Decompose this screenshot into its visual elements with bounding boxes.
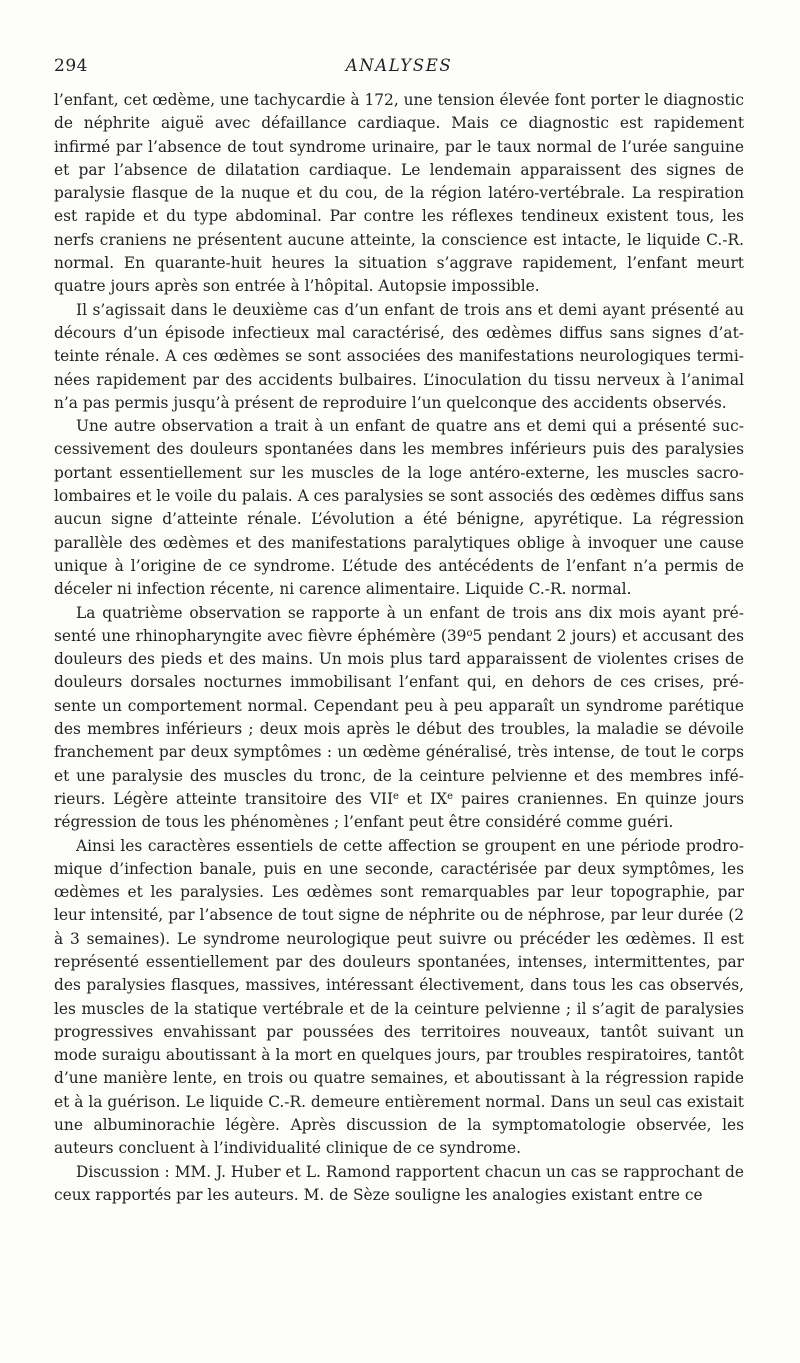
paragraph-4-text-2: 5 pendant 2 jours) et accusant des douleurs des pieds et des mains. Un mois plus tard apparaissent de violentes crises de douleurs dorsales nocturnes immobilisant l’enfant qui, en dehors de ces crises, présente un comportement normal. Cependant peu à peu apparaît un syndrome parétique des membres inférieurs ; deux mois après le début des troubles, la maladie se dévoile franchement par deux symptômes : un œdème généralisé, très intense, de tout le corps et une paralysie des muscles du tronc, de la ceinture pelvienne et des membres inférieurs. Légère atteinte transitoire des VII — [54, 626, 744, 808]
paragraph-2: Il s’agissait dans le deuxième cas d’un enfant de trois ans et demi ayant présenté au décours d’un épisode infectieux mal caractérisé, des œdèmes diffus sans signes d’atteinte rénale. A ces œdèmes se sont associées des manifestations neurologiques terminées rapidement par des accidents bulbaires. L’inoculation du tissu nerveux à l’animal n’a pas permis jusqu’à présent de reproduire l’un quelconque des accidents observés. — [54, 300, 744, 412]
degree-superscript: o — [466, 627, 473, 639]
paragraph-4-text-4: paires craniennes. En quinze jours régression de tous les phénomènes ; l’enfant peut être considéré comme guéri. — [54, 789, 744, 832]
paragraph-5: Ainsi les caractères essentiels de cette affection se groupent en une période prodromique d’infection banale, puis en une seconde, caractérisée par deux symptômes, les œdèmes et les paralysies. Les œdèmes sont remarquables par leur topographie, par leur intensité, par l’absence de tout signe de néphrite ou de néphrose, par leur durée (2 à 3 semaines). Le syndrome neurologique peut suivre ou précéder les œdèmes. Il est représenté essentiellement par des douleurs spontanées, intenses, intermittentes, par des paralysies flasques, massives, intéressant électivement, dans tous les cas observés, les muscles de la statique vertébrale et de la ceinture pelvienne ; il s’agit de paralysies progressives envahissant par poussées des territoires nouveaux, tantôt suivant un mode suraigu aboutissant à la mort en quelques jours, par troubles respiratoires, tantôt d’une manière lente, en trois ou quatre semaines, et aboutissant à la régression rapide et à la guérison. Le liquide C.-R. demeure entièrement normal. Dans un seul cas existait une albuminorachie légère. Après discussion de la symptomatologie observée, les auteurs concluent à l’individualité clinique de ce syndrome. — [54, 836, 744, 1158]
page-number: 294 — [54, 56, 88, 76]
running-title: ANALYSES — [345, 56, 453, 75]
article-body — [54, 89, 744, 1207]
paragraph-3: Une autre observation a trait à un enfant de quatre ans et demi qui a présenté successivement des douleurs spontanées dans les membres inférieurs puis des paralysies portant essentiellement sur les muscles de la loge antéro-externe, les muscles sacrolombaires et le voile du palais. A ces paralysies se sont associés des œdèmes diffus sans aucun signe d’atteinte rénale. L’évolution a été bénigne, apyrétique. La régression parallèle des œdèmes et des manifestations paralytiques oblige à invoquer une cause unique à l’origine de ce syndrome. L’étude des antécédents de l’enfant n’a permis de déceler ni infection récente, ni carence alimentaire. Liquide C.-R. normal. — [54, 417, 744, 599]
paragraph-4-text-3: et IX — [398, 789, 448, 808]
page-header — [54, 56, 744, 80]
paragraph-6-discussion: Discussion : MM. J. Huber et L. Ramond rapportent chacun un cas se rapprochant de ceux rapportés par les auteurs. M. de Sèze souligne les analogies existant entre ce — [54, 1162, 744, 1204]
paragraph-4 — [54, 602, 744, 835]
ordinal-superscript-vii: e — [393, 790, 399, 802]
paragraph-4-text-1: La quatrième observation se rapporte à un enfant de trois ans dix mois ayant présenté une rhinopharyngite avec fièvre éphémère (39 — [54, 603, 744, 645]
ordinal-superscript-ix: e — [447, 790, 454, 802]
paragraph-1: l’enfant, cet œdème, une tachycardie à 172, une tension élevée font porter le diagnostic de néphrite aiguë avec défaillance cardiaque. Mais ce diagnostic est rapidement infirmé par l’absence de tout syndrome urinaire, par le taux normal de l’urée sanguine et par l’absence de dilatation cardiaque. Le lendemain apparaissent des signes de paralysie flasque de la nuque et du cou, de la région latéro-vertébrale. La respiration est rapide et du type abdominal. Par contre les réflexes tendineux existent tous, les nerfs craniens ne présentent aucune atteinte, la conscience est intacte, le liquide C.-R. normal. En quarante-huit heures la situation s’aggrave rapidement, l’enfant meurt quatre jours après son entrée à l’hôpital. Autopsie impossible. — [54, 91, 744, 296]
